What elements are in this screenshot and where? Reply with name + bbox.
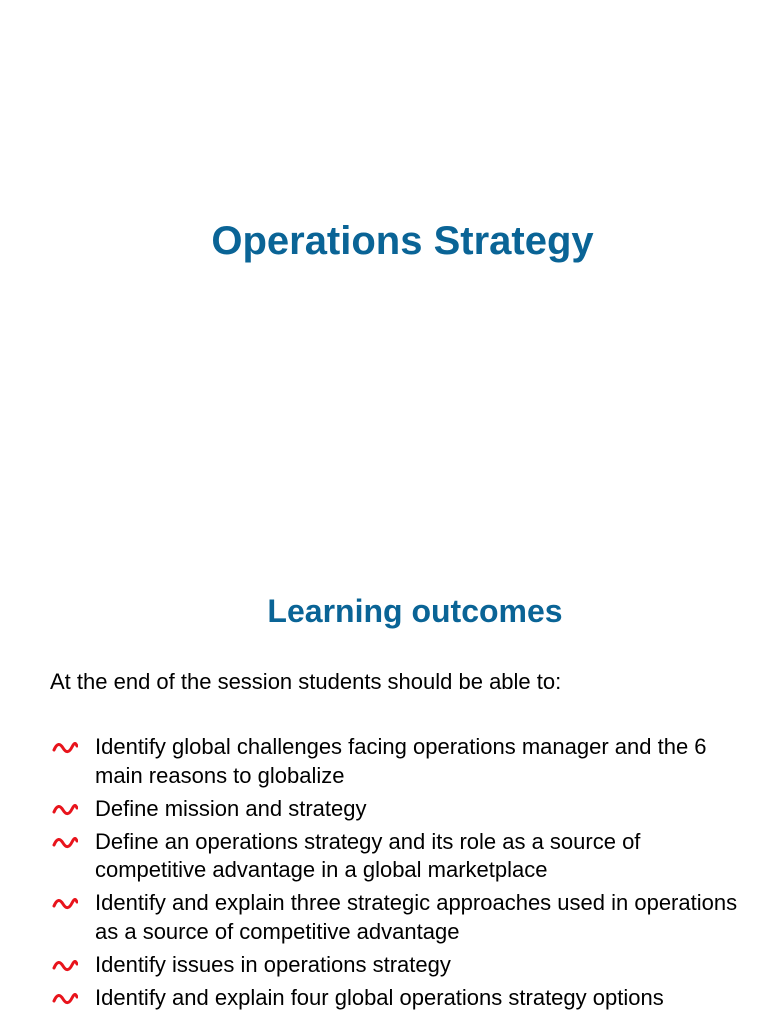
outcome-text: Identify issues in operations strategy	[95, 951, 451, 977]
list-item	[50, 795, 750, 824]
list-item	[50, 828, 750, 885]
outcome-text: Identify and explain four global operations strategy options	[95, 984, 664, 1010]
section-heading: Learning outcomes	[267, 593, 563, 629]
slide-title: Operations Strategy	[211, 219, 594, 263]
intro-text: At the end of the session students should be able to:	[50, 669, 562, 694]
squiggle-bullet-icon	[52, 993, 78, 1005]
squiggle-bullet-icon	[52, 804, 78, 816]
squiggle-bullet-icon	[52, 837, 78, 849]
list-item	[50, 951, 750, 980]
list-item	[50, 733, 750, 790]
squiggle-bullet-icon	[52, 742, 78, 754]
outcome-text: Identify and explain three strategic approaches used in operations as a source of competitive advantage	[95, 890, 738, 944]
outcome-text: Define an operations strategy and its role as a source of competitive advantage in a global marketplace	[95, 828, 641, 882]
learning-outcomes-list	[50, 733, 750, 1017]
squiggle-bullet-icon	[52, 960, 78, 972]
list-item	[50, 984, 750, 1013]
squiggle-bullet-icon	[52, 898, 78, 910]
list-item	[50, 889, 750, 946]
outcome-text: Define mission and strategy	[95, 795, 367, 821]
outcome-text: Identify global challenges facing operations manager and the 6 main reasons to globalize	[95, 734, 707, 788]
